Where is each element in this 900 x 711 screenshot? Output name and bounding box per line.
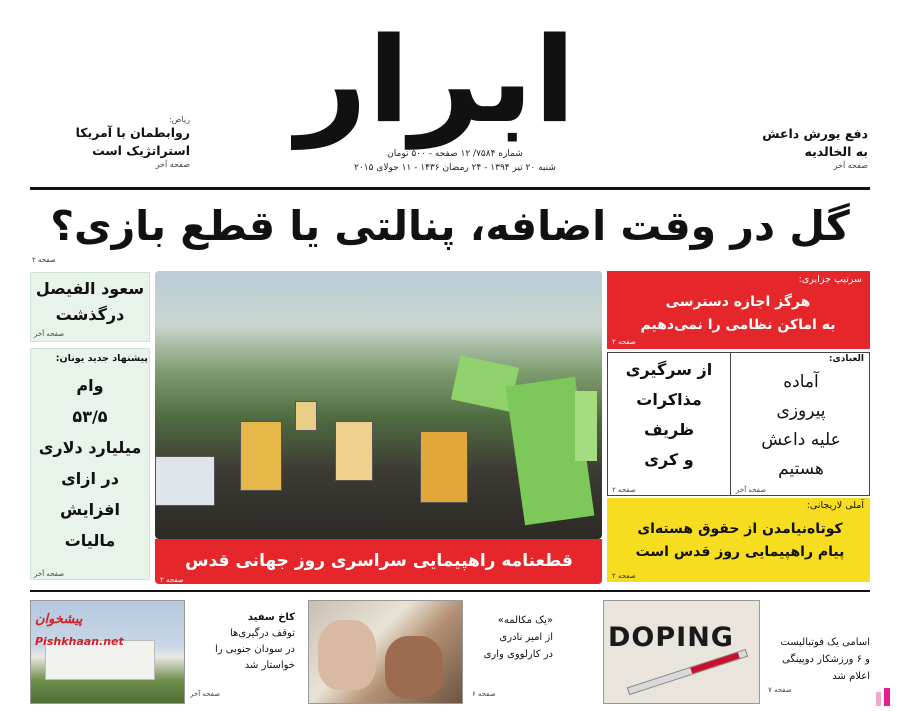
doping-image-word: DOPING: [608, 622, 734, 653]
photo-caption-page: صفحه ۲: [160, 576, 184, 584]
story-whitehouse-line: در سودان جنوبی را: [214, 644, 295, 655]
story-naderi-line: «یک مکالمه»: [497, 615, 553, 626]
story-greece-line: میلیارد دلاری: [38, 438, 142, 457]
green-flag: [575, 391, 597, 461]
teaser-riyadh-title-1: روابطمان با آمریکا: [75, 125, 190, 140]
story-talks-line: و کری: [644, 450, 694, 469]
story-larijani-title-2: پیام راهپیمایی روز قدس است: [635, 544, 845, 560]
protest-sign: [335, 421, 373, 481]
masthead-divider: [30, 187, 870, 190]
watermark-url: Pishkhaan.net: [35, 635, 124, 648]
story-greece-line: در ازای: [61, 469, 119, 488]
color-mark: [876, 692, 881, 706]
issue-info: شماره ۷۵۸۴/ ۱۲ صفحه - ۵۰۰ تومان: [387, 149, 523, 159]
story-saud-title-2: درگذشت: [55, 305, 125, 324]
story-doping-line: اعلام شد: [832, 671, 870, 682]
story-talks-line: از سرگیری: [625, 360, 713, 379]
story-whitehouse-text[interactable]: [190, 610, 295, 674]
story-talks-line: ظریف: [643, 420, 695, 439]
teaser-isis-title-1: دفع یورش داعش: [762, 126, 868, 141]
story-greece-line: وام: [76, 376, 104, 395]
story-naderi-page: صفحه ۶: [472, 690, 496, 698]
person-figure: [385, 636, 443, 698]
teaser-riyadh-page: صفحه آخر: [155, 160, 190, 169]
story-naderi-text[interactable]: [468, 612, 553, 663]
story-larijani-kicker: آملی لاریجانی:: [806, 500, 864, 511]
story-doping-page: صفحه ۷: [768, 686, 792, 694]
story-saud-title: [30, 276, 150, 328]
story-saud-title-1: سعود الفیصل: [35, 279, 145, 298]
teaser-riyadh-title-2: استراتژیک است: [92, 143, 190, 158]
story-talks-line: مذاکرات: [636, 390, 702, 409]
story-greece-line: مالیات: [64, 531, 116, 550]
story-doping-line: اسامی یک فوتبالیست: [780, 637, 870, 648]
main-headline-page: صفحه ۲: [32, 256, 56, 264]
story-naderi-line: از امیر نادری: [499, 632, 553, 643]
story-naderi-line: در کارلووی واری: [483, 649, 553, 660]
story-greece-kicker: پیشنهاد جدید یونان:: [55, 353, 148, 364]
teaser-riyadh[interactable]: [30, 115, 190, 169]
watermark-logo: پیشخوان: [35, 612, 83, 627]
main-headline[interactable]: گل در وقت اضافه، پنالتی یا قطع بازی؟: [50, 202, 850, 250]
column-divider: [730, 352, 731, 496]
story-abadi-kicker: العبادی:: [828, 354, 864, 364]
teaser-isis-title-2: به الخالدیه: [804, 144, 868, 159]
story-jazayeri-title-2: به اماکن نظامی را نمی‌دهیم: [640, 317, 836, 333]
story-jazayeri-title-1: هرگز اجازه دسترسی: [665, 294, 811, 310]
teaser-isis-khalidiya[interactable]: [740, 125, 868, 170]
bottom-divider: [30, 590, 870, 592]
story-whitehouse-line: خواستار شد: [244, 660, 295, 671]
protest-sign: [295, 401, 317, 431]
story-larijani-title-1: کوتاه‌نیامدن از حقوق هسته‌ای: [637, 521, 843, 537]
story-greece-line: افزایش: [59, 500, 121, 519]
issue-date: شنبه ۲۰ تیر ۱۳۹۴ - ۲۴ رمضان ۱۴۳۶ - ۱۱ جولای ۲۰۱۵: [354, 163, 556, 173]
teaser-riyadh-kicker: ریاض:: [169, 115, 190, 124]
color-mark: [884, 688, 890, 706]
story-larijani-page: صفحه ۲: [612, 572, 636, 580]
protest-sign: [155, 456, 215, 506]
person-figure: [318, 620, 376, 690]
protest-sign: [240, 421, 282, 491]
story-abadi-line: هستیم: [778, 459, 824, 479]
story-doping-text[interactable]: [765, 634, 870, 685]
photo-caption[interactable]: قطعنامه راهپیمایی سراسری روز جهانی قدس: [185, 551, 573, 571]
story-doping-line: و ۶ ورزشکار دوپینگی: [782, 654, 870, 665]
story-whitehouse-line: کاخ سفید: [247, 612, 295, 623]
story-saud-page: صفحه آخر: [34, 330, 65, 338]
story-greece-line: ۵۳/۵: [72, 407, 108, 426]
protest-sign: [420, 431, 468, 503]
story-abadi-line: پیروزی: [776, 401, 826, 421]
story-talks-title[interactable]: [610, 355, 728, 475]
story-jazayeri-page: صفحه ۲: [612, 338, 636, 346]
story-abadi-title[interactable]: [734, 368, 868, 484]
story-whitehouse-page: صفحه آخر: [190, 690, 221, 698]
quds-day-rally-photo[interactable]: [155, 271, 602, 539]
story-abadi-page: صفحه آخر: [736, 486, 767, 494]
teaser-isis-page: صفحه آخر: [833, 161, 868, 170]
story-abadi-line: علیه داعش: [761, 430, 841, 450]
story-whitehouse-line: توقف درگیری‌ها: [230, 628, 295, 639]
story-greece-page: صفحه آخر: [34, 570, 65, 578]
story-jazayeri-kicker: سرتیپ جزایری:: [798, 274, 862, 285]
story-talks-page: صفحه ۲: [612, 486, 636, 494]
story-greece-title: [30, 370, 150, 556]
masthead-logo: ابرار: [296, 11, 576, 149]
story-abadi-line: آماده: [783, 372, 819, 392]
